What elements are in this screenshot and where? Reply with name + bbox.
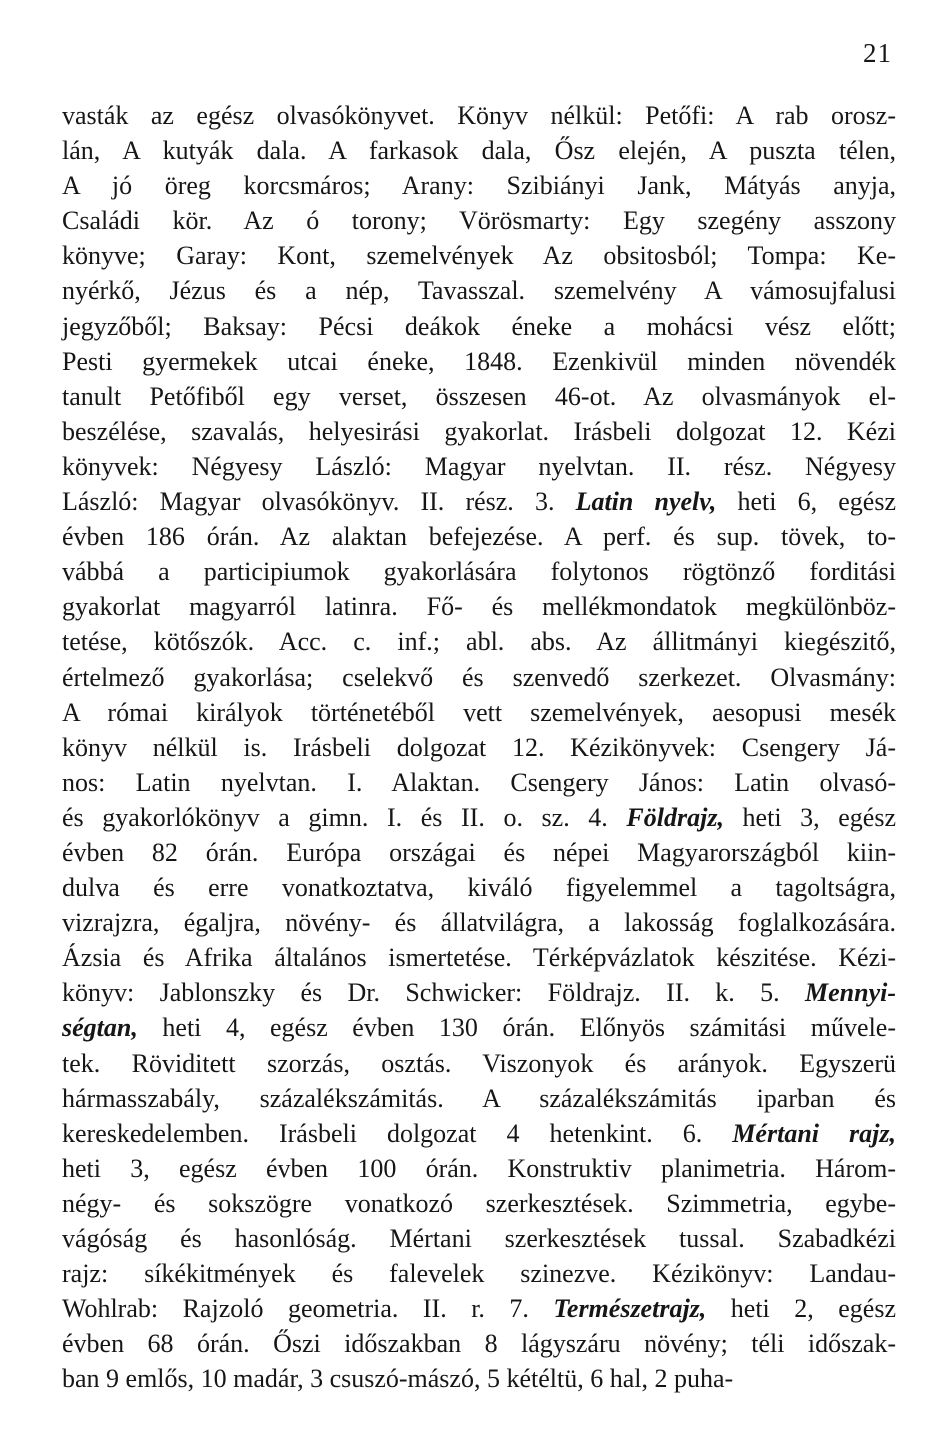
text-segment: gyakorlat magyarról latinra. Fő- és mellékmondatok megkülönböz- xyxy=(62,592,896,622)
text-segment: beszélése, szavalás, helyesirási gyakorlat. Irásbeli dolgozat 12. Kézi xyxy=(62,416,896,446)
subject-heading: Földrajz, xyxy=(626,802,724,832)
text-line xyxy=(62,870,896,905)
text-line xyxy=(62,1116,896,1151)
text-segment: könyv: Jablonszky és Dr. Schwicker: Földrajz. II. k. 5. xyxy=(62,978,805,1008)
page-number: 21 xyxy=(863,38,892,68)
text-line xyxy=(62,1186,896,1221)
text-line xyxy=(62,379,896,414)
text-line xyxy=(62,309,896,344)
text-segment: heti 4, egész évben 130 órán. Előnyös számitási művele- xyxy=(137,1013,896,1043)
text-line xyxy=(62,589,896,624)
text-line xyxy=(62,344,896,379)
text-segment: nyérkő, Jézus és a nép, Tavasszal. szemelvény A vámosujfalusi xyxy=(62,276,896,306)
text-segment: könyv nélkül is. Irásbeli dolgozat 12. Kézikönyvek: Csengery Já- xyxy=(62,732,896,762)
text-segment: rajz: síkékitmények és falevelek szinezve. Kézikönyv: Landau- xyxy=(62,1259,896,1289)
text-segment: négy- és sokszögre vonatkozó szerkesztések. Szimmetria, egybe- xyxy=(62,1188,896,1218)
text-segment: könyve; Garay: Kont, szemelvények Az obsitosból; Tompa: Ke- xyxy=(62,241,896,271)
text-line xyxy=(62,1081,896,1116)
text-line xyxy=(62,1221,896,1256)
text-segment: tetése, kötőszók. Acc. c. inf.; abl. abs. Az állitmányi kiegészitő, xyxy=(62,627,896,657)
text-segment: Családi kör. Az ó torony; Vörösmarty: Egy szegény asszony xyxy=(62,206,896,236)
text-segment: dulva és erre vonatkoztatva, kiváló figyelemmel a tagoltságra, xyxy=(62,873,896,903)
text-segment: évben 82 órán. Európa országai és népei Magyarországból kiin- xyxy=(62,837,896,867)
text-segment: heti 3, egész xyxy=(723,802,896,832)
text-segment: nos: Latin nyelvtan. I. Alaktan. Csengery János: Latin olvasó- xyxy=(62,767,896,797)
text-line xyxy=(62,554,896,589)
body-text xyxy=(62,98,896,1396)
text-line xyxy=(62,414,896,449)
text-segment: heti 2, egész xyxy=(706,1294,896,1324)
text-line xyxy=(62,730,896,765)
text-line xyxy=(62,1046,896,1081)
text-line xyxy=(62,484,896,519)
text-line xyxy=(62,624,896,659)
subject-heading: Természetrajz, xyxy=(553,1294,707,1324)
text-line xyxy=(62,273,896,308)
text-line xyxy=(62,203,896,238)
text-line xyxy=(62,168,896,203)
text-segment: tanult Petőfiből egy verset, összesen 46-ot. Az olvasmányok el- xyxy=(62,381,896,411)
text-segment: és gyakorlókönyv a gimn. I. és II. o. sz. 4. xyxy=(62,802,627,832)
text-line xyxy=(62,1010,896,1045)
text-line xyxy=(62,905,896,940)
text-line xyxy=(62,449,896,484)
text-segment: értelmező gyakorlása; cselekvő és szenvedő szerkezet. Olvasmány: xyxy=(62,662,896,692)
text-segment: A római királyok történetéből vett szemelvények, aesopusi mesék xyxy=(62,697,896,727)
text-line xyxy=(62,98,896,133)
text-line xyxy=(62,660,896,695)
text-line xyxy=(62,800,896,835)
text-segment: tek. Röviditett szorzás, osztás. Viszonyok és arányok. Egyszerü xyxy=(62,1048,896,1078)
text-segment: Pesti gyermekek utcai éneke, 1848. Ezenkivül minden növendék xyxy=(62,346,896,376)
text-line xyxy=(62,1256,896,1291)
text-segment: évben 186 órán. Az alaktan befejezése. A perf. és sup. tövek, to- xyxy=(62,522,896,552)
text-segment: ban 9 emlős, 10 madár, 3 csuszó-mászó, 5 kétéltü, 6 hal, 2 puha- xyxy=(62,1364,734,1394)
text-segment: heti 6, egész xyxy=(716,487,896,517)
text-segment: könyvek: Négyesy László: Magyar nyelvtan. II. rész. Négyesy xyxy=(62,451,896,481)
text-line xyxy=(62,765,896,800)
text-segment: lán, A kutyák dala. A farkasok dala, Ősz elején, A puszta télen, xyxy=(62,136,896,166)
text-line xyxy=(62,238,896,273)
text-line xyxy=(62,1326,896,1361)
text-line xyxy=(62,695,896,730)
subject-heading: ségtan, xyxy=(62,1013,138,1043)
text-segment: hármasszabály, százalékszámitás. A százalékszámitás iparban és xyxy=(62,1083,896,1113)
text-line xyxy=(62,1361,896,1396)
text-segment: vizrajzra, égaljra, növény- és állatvilágra, a lakosság foglalkozására. xyxy=(62,908,896,938)
text-segment: Ázsia és Afrika általános ismertetése. Térképvázlatok készitése. Kézi- xyxy=(62,943,896,973)
text-line xyxy=(62,835,896,870)
text-line xyxy=(62,940,896,975)
subject-heading: Mértani rajz, xyxy=(732,1118,896,1148)
text-segment: évben 68 órán. Őszi időszakban 8 lágyszáru növény; téli időszak- xyxy=(62,1329,896,1359)
text-line xyxy=(62,1291,896,1326)
text-segment: Wohlrab: Rajzoló geometria. II. r. 7. xyxy=(62,1294,554,1324)
subject-heading: Latin nyelv, xyxy=(575,487,717,517)
text-segment: vágóság és hasonlóság. Mértani szerkesztések tussal. Szabadkézi xyxy=(62,1224,896,1253)
text-segment: heti 3, egész évben 100 órán. Konstruktiv planimetria. Három- xyxy=(62,1153,896,1183)
text-segment: vasták az egész olvasókönyvet. Könyv nélkül: Petőfi: A rab orosz- xyxy=(62,101,896,130)
text-line xyxy=(62,133,896,168)
text-line xyxy=(62,519,896,554)
text-segment: kereskedelemben. Irásbeli dolgozat 4 hetenkint. 6. xyxy=(62,1118,733,1148)
subject-heading: Mennyi- xyxy=(805,978,896,1008)
text-segment: vábbá a participiumok gyakorlására folytonos rögtönző forditási xyxy=(62,557,896,587)
text-line xyxy=(62,1151,896,1186)
text-segment: jegyzőből; Baksay: Pécsi deákok éneke a mohácsi vész előtt; xyxy=(62,311,896,341)
text-segment: László: Magyar olvasókönyv. II. rész. 3. xyxy=(62,487,576,517)
text-segment: A jó öreg korcsmáros; Arany: Szibiányi Jank, Mátyás anyja, xyxy=(62,171,896,201)
text-line xyxy=(62,975,896,1010)
